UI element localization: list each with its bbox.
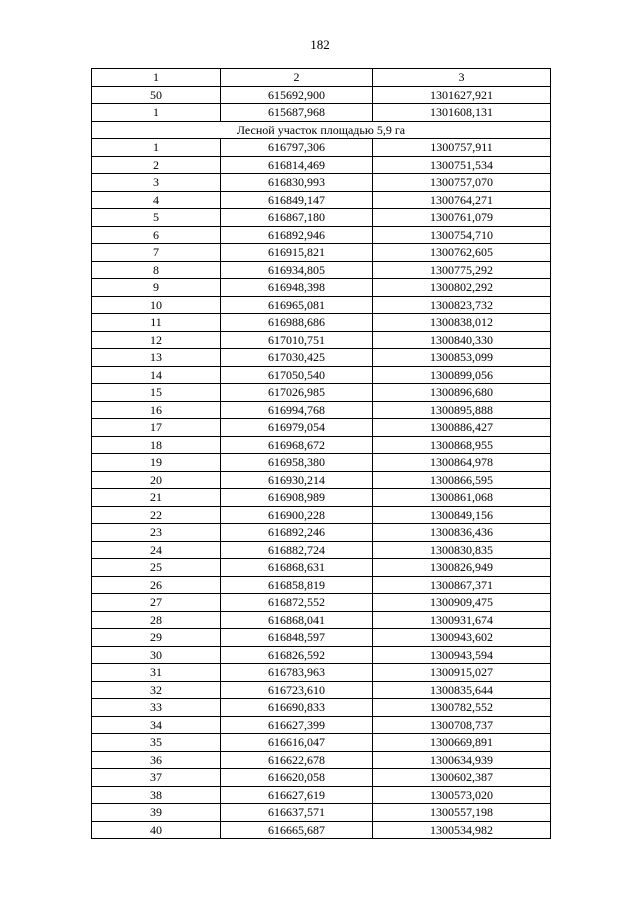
table-cell-col-1: 38 (92, 786, 221, 804)
table-cell-col-2: 616849,147 (221, 191, 373, 209)
table-cell-col-2: 616965,081 (221, 296, 373, 314)
table-cell-col-3: 1300757,070 (373, 174, 551, 192)
table-cell-col-3: 1300943,594 (373, 646, 551, 664)
table-cell-col-1: 16 (92, 401, 221, 419)
table-cell-col-3: 1300853,099 (373, 349, 551, 367)
table-cell-col-1: 50 (92, 86, 221, 104)
table-cell-col-1: 1 (92, 139, 221, 157)
table-cell-col-1: 28 (92, 611, 221, 629)
table-cell-col-1: 18 (92, 436, 221, 454)
table-cell-col-3: 1300835,644 (373, 681, 551, 699)
table-cell-col-3: 1300915,027 (373, 664, 551, 682)
table-row (92, 349, 551, 367)
table-cell-col-3: 1300895,888 (373, 401, 551, 419)
table-row (92, 296, 551, 314)
table-cell-col-3: 1300886,427 (373, 419, 551, 437)
table-row (92, 629, 551, 647)
table-cell-col-2: 616968,672 (221, 436, 373, 454)
table-cell-col-2: 616900,228 (221, 506, 373, 524)
table-cell-col-1: 36 (92, 751, 221, 769)
table-row (92, 139, 551, 157)
table-row (92, 454, 551, 472)
table-cell-col-2: 616723,610 (221, 681, 373, 699)
table-row (92, 506, 551, 524)
table-cell-col-2: 616627,619 (221, 786, 373, 804)
table-cell-col-1: 23 (92, 524, 221, 542)
table-cell-col-3: 1300861,068 (373, 489, 551, 507)
table-row (92, 646, 551, 664)
table-cell-col-1: 15 (92, 384, 221, 402)
table-row (92, 594, 551, 612)
section-title: Лесной участок площадью 5,9 га (92, 121, 551, 139)
table-cell-col-1: 7 (92, 244, 221, 262)
table-row (92, 401, 551, 419)
table-row (92, 384, 551, 402)
header-cell-col-1: 1 (92, 69, 221, 87)
table-cell-col-2: 616882,724 (221, 541, 373, 559)
page-number: 182 (310, 37, 330, 52)
table-row (92, 156, 551, 174)
table-cell-col-2: 615692,900 (221, 86, 373, 104)
table-cell-col-2: 616930,214 (221, 471, 373, 489)
table-cell-col-3: 1300830,835 (373, 541, 551, 559)
table-cell-col-3: 1300849,156 (373, 506, 551, 524)
table-header-row (92, 69, 551, 87)
table-cell-col-1: 9 (92, 279, 221, 297)
table-row (92, 681, 551, 699)
table-row (92, 104, 551, 122)
table-cell-col-1: 32 (92, 681, 221, 699)
table-cell-col-3: 1300775,292 (373, 261, 551, 279)
table-row (92, 174, 551, 192)
table-cell-col-2: 616622,678 (221, 751, 373, 769)
table-row (92, 664, 551, 682)
table-cell-col-3: 1300602,387 (373, 769, 551, 787)
table-row (92, 226, 551, 244)
table-cell-col-1: 14 (92, 366, 221, 384)
table-cell-col-3: 1300708,737 (373, 716, 551, 734)
table-cell-col-1: 22 (92, 506, 221, 524)
table-cell-col-2: 616934,805 (221, 261, 373, 279)
table-cell-col-1: 3 (92, 174, 221, 192)
table-cell-col-2: 616988,686 (221, 314, 373, 332)
table-cell-col-3: 1300764,271 (373, 191, 551, 209)
table-cell-col-1: 30 (92, 646, 221, 664)
table-cell-col-3: 1300557,198 (373, 804, 551, 822)
table-cell-col-3: 1300864,978 (373, 454, 551, 472)
table-cell-col-2: 616830,993 (221, 174, 373, 192)
table-cell-col-1: 37 (92, 769, 221, 787)
table-cell-col-3: 1300534,982 (373, 821, 551, 839)
table-cell-col-3: 1300899,056 (373, 366, 551, 384)
table-row (92, 366, 551, 384)
table-cell-col-3: 1300838,012 (373, 314, 551, 332)
table-row (92, 804, 551, 822)
table-cell-col-3: 1300836,436 (373, 524, 551, 542)
table-cell-col-2: 617010,751 (221, 331, 373, 349)
table-cell-col-2: 616814,469 (221, 156, 373, 174)
table-row (92, 331, 551, 349)
table-cell-col-3: 1300823,732 (373, 296, 551, 314)
table-cell-col-3: 1300826,949 (373, 559, 551, 577)
table-cell-col-3: 1301608,131 (373, 104, 551, 122)
table-cell-col-2: 616690,833 (221, 699, 373, 717)
table-cell-col-3: 1300931,674 (373, 611, 551, 629)
table-cell-col-2: 616848,597 (221, 629, 373, 647)
table-cell-col-2: 616797,306 (221, 139, 373, 157)
table-cell-col-3: 1300867,371 (373, 576, 551, 594)
table-cell-col-3: 1300762,605 (373, 244, 551, 262)
table-cell-col-1: 19 (92, 454, 221, 472)
table-row (92, 436, 551, 454)
table-row (92, 716, 551, 734)
table-cell-col-1: 29 (92, 629, 221, 647)
table-cell-col-1: 17 (92, 419, 221, 437)
table-cell-col-3: 1300909,475 (373, 594, 551, 612)
table-cell-col-3: 1300761,079 (373, 209, 551, 227)
table-cell-col-1: 26 (92, 576, 221, 594)
table-cell-col-3: 1300782,552 (373, 699, 551, 717)
table-cell-col-3: 1300896,680 (373, 384, 551, 402)
table-cell-col-2: 616958,380 (221, 454, 373, 472)
table-cell-col-1: 31 (92, 664, 221, 682)
table-cell-col-3: 1300802,292 (373, 279, 551, 297)
table-cell-col-3: 1300573,020 (373, 786, 551, 804)
table-cell-col-2: 617030,425 (221, 349, 373, 367)
table-cell-col-2: 616915,821 (221, 244, 373, 262)
table-cell-col-3: 1300868,955 (373, 436, 551, 454)
table-cell-col-2: 616868,041 (221, 611, 373, 629)
table-cell-col-1: 2 (92, 156, 221, 174)
table-row (92, 786, 551, 804)
table-cell-col-1: 6 (92, 226, 221, 244)
coordinates-table-body (92, 69, 551, 839)
table-cell-col-1: 4 (92, 191, 221, 209)
table-row (92, 821, 551, 839)
table-row (92, 769, 551, 787)
table-cell-col-2: 616858,819 (221, 576, 373, 594)
table-cell-col-3: 1300840,330 (373, 331, 551, 349)
table-cell-col-3: 1300866,595 (373, 471, 551, 489)
section-title-row (92, 121, 551, 139)
table-cell-col-2: 616826,592 (221, 646, 373, 664)
table-cell-col-2: 616892,246 (221, 524, 373, 542)
table-cell-col-2: 616948,398 (221, 279, 373, 297)
table-row (92, 699, 551, 717)
table-row (92, 86, 551, 104)
table-cell-col-3: 1300757,911 (373, 139, 551, 157)
table-cell-col-3: 1300634,939 (373, 751, 551, 769)
table-row (92, 279, 551, 297)
header-cell-col-2: 2 (221, 69, 373, 87)
table-cell-col-2: 617026,985 (221, 384, 373, 402)
table-row (92, 209, 551, 227)
table-row (92, 734, 551, 752)
table-cell-col-2: 616908,989 (221, 489, 373, 507)
table-cell-col-1: 33 (92, 699, 221, 717)
table-cell-col-1: 35 (92, 734, 221, 752)
table-cell-col-2: 616867,180 (221, 209, 373, 227)
table-cell-col-2: 616783,963 (221, 664, 373, 682)
table-row (92, 541, 551, 559)
table-row (92, 559, 551, 577)
table-cell-col-1: 5 (92, 209, 221, 227)
table-cell-col-2: 616892,946 (221, 226, 373, 244)
table-cell-col-3: 1300943,602 (373, 629, 551, 647)
table-cell-col-1: 20 (92, 471, 221, 489)
table-cell-col-2: 616868,631 (221, 559, 373, 577)
table-cell-col-1: 11 (92, 314, 221, 332)
table-cell-col-3: 1300751,534 (373, 156, 551, 174)
table-cell-col-2: 616620,058 (221, 769, 373, 787)
table-row (92, 471, 551, 489)
table-cell-col-1: 8 (92, 261, 221, 279)
table-cell-col-1: 39 (92, 804, 221, 822)
table-row (92, 489, 551, 507)
table-cell-col-2: 616979,054 (221, 419, 373, 437)
table-cell-col-2: 616665,687 (221, 821, 373, 839)
table-cell-col-1: 21 (92, 489, 221, 507)
table-cell-col-3: 1300754,710 (373, 226, 551, 244)
table-row (92, 244, 551, 262)
table-cell-col-1: 10 (92, 296, 221, 314)
table-row (92, 314, 551, 332)
table-cell-col-1: 12 (92, 331, 221, 349)
table-row (92, 751, 551, 769)
table-row (92, 524, 551, 542)
table-cell-col-2: 616627,399 (221, 716, 373, 734)
table-cell-col-3: 1301627,921 (373, 86, 551, 104)
table-row (92, 611, 551, 629)
table-cell-col-2: 616994,768 (221, 401, 373, 419)
table-cell-col-2: 616616,047 (221, 734, 373, 752)
table-row (92, 191, 551, 209)
header-cell-col-3: 3 (373, 69, 551, 87)
table-cell-col-1: 13 (92, 349, 221, 367)
table-cell-col-1: 27 (92, 594, 221, 612)
coordinates-table (91, 68, 551, 839)
table-cell-col-1: 24 (92, 541, 221, 559)
table-cell-col-3: 1300669,891 (373, 734, 551, 752)
table-cell-col-2: 616872,552 (221, 594, 373, 612)
table-row (92, 261, 551, 279)
table-cell-col-1: 34 (92, 716, 221, 734)
table-cell-col-2: 615687,968 (221, 104, 373, 122)
table-cell-col-2: 616637,571 (221, 804, 373, 822)
table-row (92, 576, 551, 594)
table-cell-col-2: 617050,540 (221, 366, 373, 384)
table-cell-col-1: 1 (92, 104, 221, 122)
table-cell-col-1: 25 (92, 559, 221, 577)
table-cell-col-1: 40 (92, 821, 221, 839)
table-row (92, 419, 551, 437)
